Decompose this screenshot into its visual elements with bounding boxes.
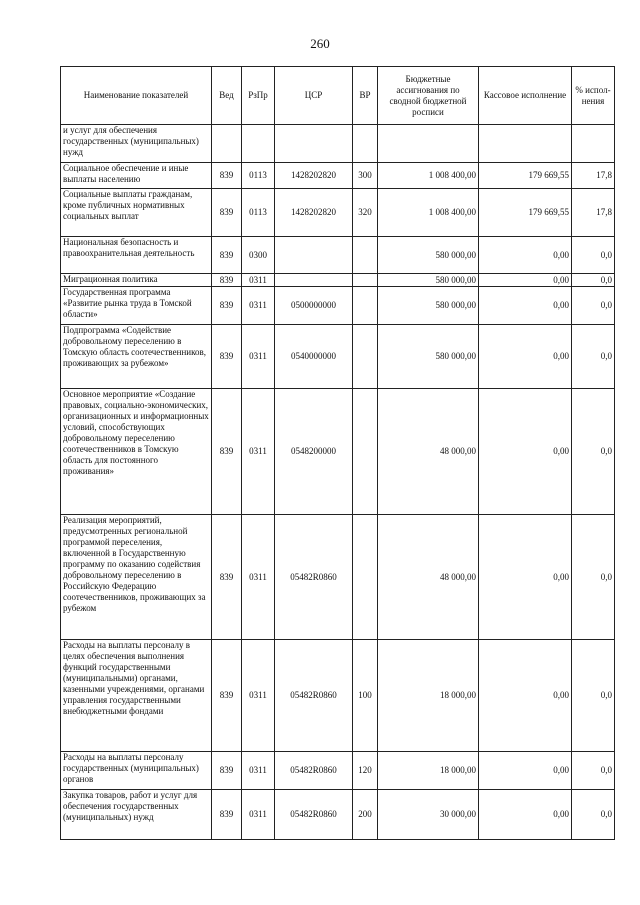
row-percent: 0,0 (572, 325, 615, 389)
row-csr: 1428202820 (275, 189, 353, 237)
row-ved (212, 125, 242, 163)
row-csr: 0500000000 (275, 287, 353, 325)
table-row (61, 389, 615, 515)
row-fact: 0,00 (479, 640, 572, 752)
table-row (61, 189, 615, 237)
row-percent (572, 125, 615, 163)
row-rzpr: 0311 (242, 389, 275, 515)
column-header-percent: % испол-нения (572, 67, 615, 125)
row-percent: 0,0 (572, 237, 615, 274)
row-csr: 0548200000 (275, 389, 353, 515)
row-fact: 179 669,55 (479, 163, 572, 189)
row-rzpr: 0311 (242, 790, 275, 840)
column-header-ved: Вед (212, 67, 242, 125)
row-percent: 0,0 (572, 640, 615, 752)
column-header-plan: Бюджетные ассигнования по сводной бюджетной росписи (378, 67, 479, 125)
row-rzpr: 0113 (242, 189, 275, 237)
row-vr: 320 (353, 189, 378, 237)
row-csr: 05482R0860 (275, 752, 353, 790)
column-header-vr: ВР (353, 67, 378, 125)
row-name: Подпрограмма «Содействие добровольному переселению в Томскую область соотечественников, проживающих за рубежом» (61, 325, 212, 389)
column-header-name: Наименование показателей (61, 67, 212, 125)
table-row (61, 237, 615, 274)
row-ved: 839 (212, 287, 242, 325)
row-plan (378, 125, 479, 163)
row-ved: 839 (212, 189, 242, 237)
row-vr: 300 (353, 163, 378, 189)
row-rzpr: 0300 (242, 237, 275, 274)
row-plan: 18 000,00 (378, 640, 479, 752)
row-plan: 30 000,00 (378, 790, 479, 840)
row-name: и услуг для обеспечения государственных (муниципальных) нужд (61, 125, 212, 163)
row-ved: 839 (212, 237, 242, 274)
row-csr: 1428202820 (275, 163, 353, 189)
row-plan: 580 000,00 (378, 237, 479, 274)
row-csr (275, 237, 353, 274)
row-ved: 839 (212, 163, 242, 189)
row-plan: 580 000,00 (378, 325, 479, 389)
table-row (61, 325, 615, 389)
row-csr: 05482R0860 (275, 790, 353, 840)
row-name: Миграционная политика (61, 274, 212, 287)
row-fact: 0,00 (479, 790, 572, 840)
page-number: 260 (310, 36, 330, 51)
row-csr (275, 125, 353, 163)
row-percent: 0,0 (572, 790, 615, 840)
row-name: Государственная программа «Развитие рынка труда в Томской области» (61, 287, 212, 325)
row-rzpr: 0311 (242, 274, 275, 287)
row-name: Национальная безопасность и правоохранительная деятельность (61, 237, 212, 274)
row-fact: 0,00 (479, 237, 572, 274)
column-header-fact: Кассовое исполнение (479, 67, 572, 125)
row-plan: 48 000,00 (378, 389, 479, 515)
row-csr: 05482R0860 (275, 640, 353, 752)
row-ved: 839 (212, 389, 242, 515)
row-fact: 0,00 (479, 389, 572, 515)
row-name: Расходы на выплаты персоналу государственных (муниципальных) органов (61, 752, 212, 790)
row-csr: 05482R0860 (275, 515, 353, 640)
row-percent: 17,8 (572, 163, 615, 189)
row-vr (353, 389, 378, 515)
table-header-row (61, 67, 615, 125)
row-vr (353, 125, 378, 163)
row-name: Социальное обеспечение и иные выплаты населению (61, 163, 212, 189)
row-fact: 0,00 (479, 287, 572, 325)
row-vr (353, 274, 378, 287)
table-row (61, 515, 615, 640)
row-plan: 1 008 400,00 (378, 163, 479, 189)
row-ved: 839 (212, 325, 242, 389)
row-fact: 0,00 (479, 274, 572, 287)
row-rzpr (242, 125, 275, 163)
row-percent: 0,0 (572, 752, 615, 790)
row-vr (353, 237, 378, 274)
row-name: Основное мероприятие «Создание правовых, социально-экономических, организационных и информационных условий, способствующих добровольному переселению соотечественников в Томскую область для постоянного проживания» (61, 389, 212, 515)
table-row (61, 274, 615, 287)
row-fact: 0,00 (479, 325, 572, 389)
row-vr (353, 515, 378, 640)
row-fact: 179 669,55 (479, 189, 572, 237)
row-rzpr: 0113 (242, 163, 275, 189)
row-percent: 0,0 (572, 389, 615, 515)
row-plan: 18 000,00 (378, 752, 479, 790)
table-row (61, 163, 615, 189)
row-percent: 0,0 (572, 515, 615, 640)
table-row (61, 287, 615, 325)
row-ved: 839 (212, 790, 242, 840)
row-rzpr: 0311 (242, 752, 275, 790)
row-fact: 0,00 (479, 515, 572, 640)
row-plan: 580 000,00 (378, 274, 479, 287)
row-vr: 200 (353, 790, 378, 840)
row-name: Закупка товаров, работ и услуг для обеспечения государственных (муниципальных) нужд (61, 790, 212, 840)
table-row (61, 640, 615, 752)
row-csr: 0540000000 (275, 325, 353, 389)
row-percent: 0,0 (572, 274, 615, 287)
row-percent: 17,8 (572, 189, 615, 237)
row-plan: 1 008 400,00 (378, 189, 479, 237)
table-row (61, 790, 615, 840)
table-row (61, 752, 615, 790)
row-rzpr: 0311 (242, 640, 275, 752)
table-row (61, 125, 615, 163)
budget-execution-table (60, 66, 615, 840)
row-vr: 100 (353, 640, 378, 752)
row-rzpr: 0311 (242, 515, 275, 640)
row-vr (353, 287, 378, 325)
row-name: Расходы на выплаты персоналу в целях обеспечения выполнения функций государственными (муниципальными) органами, казенными учреждениями, органами управления государственными внебюджетными фондами (61, 640, 212, 752)
row-fact: 0,00 (479, 752, 572, 790)
row-rzpr: 0311 (242, 287, 275, 325)
row-name: Социальные выплаты гражданам, кроме публичных нормативных социальных выплат (61, 189, 212, 237)
row-rzpr: 0311 (242, 325, 275, 389)
row-ved: 839 (212, 515, 242, 640)
column-header-csr: ЦСР (275, 67, 353, 125)
row-ved: 839 (212, 274, 242, 287)
row-vr (353, 325, 378, 389)
row-plan: 580 000,00 (378, 287, 479, 325)
row-ved: 839 (212, 640, 242, 752)
row-csr (275, 274, 353, 287)
row-ved: 839 (212, 752, 242, 790)
row-vr: 120 (353, 752, 378, 790)
row-percent: 0,0 (572, 287, 615, 325)
row-name: Реализация мероприятий, предусмотренных региональной программой переселения, включенной в Государственную программу по оказанию содействия добровольному переселению в Российскую Федерацию соотечественников, проживающих за рубежом (61, 515, 212, 640)
column-header-rzpr: РзПр (242, 67, 275, 125)
row-fact (479, 125, 572, 163)
row-plan: 48 000,00 (378, 515, 479, 640)
